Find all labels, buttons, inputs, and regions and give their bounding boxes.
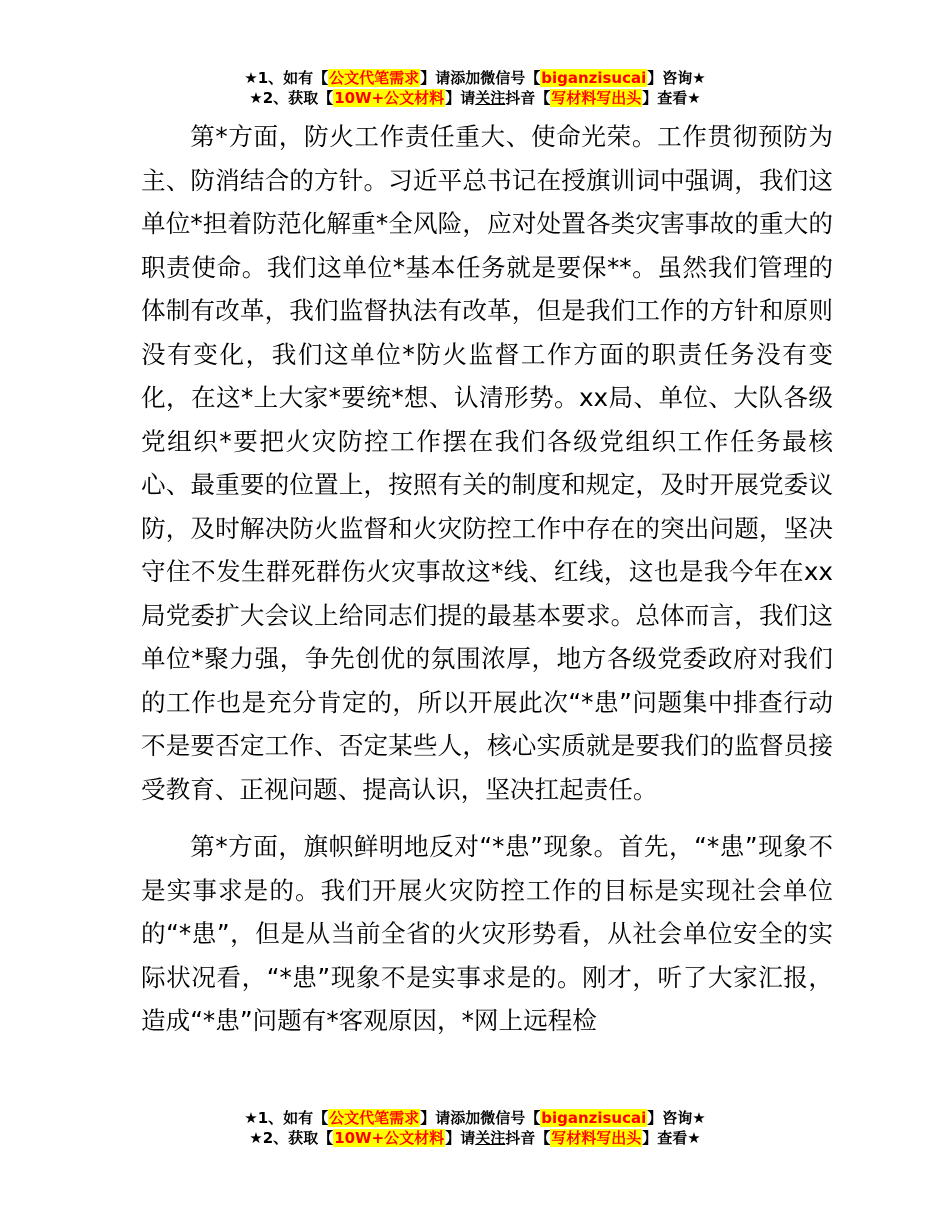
paragraph-1: 第*方面，防火工作责任重大、使命光荣。工作贯彻预防为主、防消结合的方针。习近平总书记在授旗训词中强调，我们这单位*担着防范化解重*全风险，应对处置各类灾害事故的重大的职责使命。我们这单位*基本任务就是要保**。虽然我们管理的体制有改革，我们监督执法有改革，但是我们工作的方针和原则没有变化，我们这单位*防火监督工作方面的职责任务没有变化，在这*上大家*要统*想、认清形势。xx局、单位、大队各级党组织*要把火灾防控工作摆在我们各级党组织工作任务最核心、最重要的位置上，按照有关的制度和规定，及时开展党委议防，及时解决防火监督和火灾防控工作中存在的突出问题，坚决守住不发生群死群伤火灾事故这*线、红线，这也是我今年在xx局党委扩大会议上给同志们提的最基本要求。总体而言，我们这单位*聚力强，争先创优的氛围浓厚，地方各级党委政府对我们的工作也是充分肯定的，所以开展此次“*患”问题集中排查行动不是要否定工作、否定某些人，核心实质就是要我们的监督员接受教育、正视问题、提高认识，坚决扛起责任。 — [141, 122, 833, 804]
highlight-douyin-account: 写材料写出头 — [551, 89, 642, 107]
underlined-follow: 关注 — [475, 89, 506, 107]
document-body — [141, 115, 833, 1043]
footer-underlined-follow: 关注 — [475, 1129, 506, 1147]
footer-banner — [0, 1108, 950, 1148]
paragraph-2: 第*方面，旗帜鲜明地反对“*患”现象。首先，“*患”现象不是实事求是的。我们开展火灾防控工作的目标是实现社会单位的“*患”，但是从当前全省的火灾形势看，从社会单位安全的实际状况看，“*患”现象不是实事求是的。刚才，听了大家汇报，造成“*患”问题有*客观原因，*网上远程检 — [141, 832, 833, 1035]
highlight-wechat-id: biganzisucai — [541, 69, 647, 87]
footer-highlight-materials: 10W+公文材料 — [334, 1129, 445, 1147]
banner-line-1: ★1、如有【公文代笔需求】请添加微信号【biganzisucai】咨询★ — [244, 69, 706, 87]
footer-highlight-service: 公文代笔需求 — [329, 1109, 420, 1127]
highlight-service: 公文代笔需求 — [329, 69, 420, 87]
highlight-materials: 10W+公文材料 — [334, 89, 445, 107]
footer-line-2: ★2、获取【10W+公文材料】请关注抖音【写材料写出头】查看★ — [249, 1129, 701, 1147]
footer-highlight-douyin-account: 写材料写出头 — [551, 1129, 642, 1147]
footer-line-1: ★1、如有【公文代笔需求】请添加微信号【biganzisucai】咨询★ — [244, 1109, 706, 1127]
footer-highlight-wechat-id: biganzisucai — [541, 1109, 647, 1127]
header-banner — [0, 68, 950, 108]
banner-line-2: ★2、获取【10W+公文材料】请关注抖音【写材料写出头】查看★ — [249, 89, 701, 107]
